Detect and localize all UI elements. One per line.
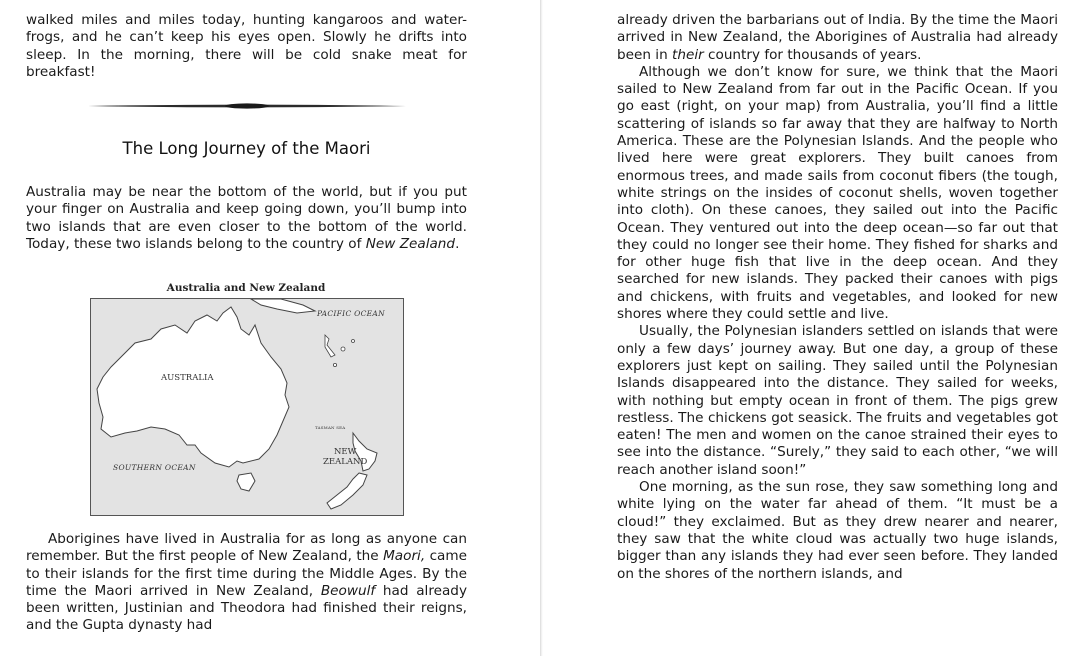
paragraph-continuation — [26, 12, 467, 81]
tasmania-island — [237, 473, 255, 491]
emphasis-their: their — [672, 46, 704, 63]
paragraph-maori — [26, 531, 467, 635]
left-text-top — [26, 12, 467, 81]
paragraph-text: came to their islands for the first time during the Middle Ages. By the time the Maori arrived in New Zealand, — [26, 548, 467, 599]
map-graphic — [91, 299, 403, 515]
new-zealand-south-island — [327, 473, 367, 509]
paragraph-text: walked miles and miles today, hunting kangaroos and water-frogs, and he can’t keep his eyes open. Slowly he drifts into sleep. In the morning, there will be cold snake meat for breakfast! — [26, 12, 467, 80]
emphasis-new-zealand: New Zealand — [365, 235, 456, 252]
paragraph-text: Aborigines have lived in Australia for as long as anyone can remember. But the first people of New Zealand, the — [26, 531, 467, 565]
label-australia: AUSTRALIA — [161, 373, 214, 383]
label-pacific-ocean: PACIFIC OCEAN — [317, 309, 386, 318]
pacific-island — [325, 335, 335, 357]
paragraph-text: . — [455, 235, 460, 252]
paragraph-text: had already been written, Justinian and Theodora had finished their reigns, and the Gupta dynasty had — [26, 582, 467, 634]
paragraph-journey: Usually, the Polynesian islanders settled on islands that were only a few days’ journey away. But one day, a group of these explorers just kept on sailing. They sailed until the Polynesian Islands disappeared into the distance. They sailed for weeks, with nothing but empty ocean in front of them. The pigs grew restless. The chickens got seasick. The fruits and vegetables got eaten! The men and women on the canoe strained their eyes to see into the distance. “Surely,” they said to each other, “we will reach another island soon!” — [617, 323, 1058, 478]
left-text-bottom — [26, 531, 467, 635]
pacific-island — [333, 363, 336, 366]
paragraph-polynesians: Although we don’t know for sure, we think that the Maori sailed to New Zealand from far out in the Pacific Ocean. If you go east (right, on your map) from Australia, you’ll find a little scattering of islands so far away that they are halfway to North America. These are the Polynesian Islands. And the people who lived here were great explorers. They built canoes from enormous trees, and made sails from coconut fibers (the tough, white strings on the insides of coconut shells, woven together into cloth). On these canoes, they sailed out into the Pacific Ocean. They ventured out into the deep ocean—so far out that they could no longer see their home. They fished for sharks and for other huge fish that live in the deep ocean. And they searched for new islands. They packed their canoes with pigs and chickens, with fruits and vegetables, and looked for new shores where they could settle and live. — [617, 63, 1058, 323]
section-heading: The Long Journey of the Maori — [122, 139, 371, 158]
pacific-island — [352, 340, 355, 343]
section-divider — [88, 102, 406, 110]
label-southern-ocean: SOUTHERN OCEAN — [113, 463, 196, 472]
pacific-island — [341, 347, 345, 351]
label-new-zealand-line2: ZEALAND — [323, 457, 368, 467]
paragraph-continuation — [617, 12, 1058, 64]
paragraph-text: Australia may be near the bottom of the world, but if you put your finger on Australia and keep going down, you’ll bump into two islands that are even closer to the bottom of the world. Today, these two islands belong to the country of — [26, 184, 467, 252]
emphasis-beowulf: Beowulf — [320, 582, 376, 599]
right-page — [543, 0, 1080, 656]
left-text-mid — [26, 184, 467, 253]
map-figure — [90, 298, 404, 516]
new-guinea-edge — [251, 299, 315, 313]
paragraph-text: already driven the barbarians out of India. By the time the Maori arrived in New Zealand, the Aborigines of Australia had already been in — [617, 12, 1058, 63]
label-new-zealand-line1: NEW — [333, 447, 357, 457]
map-title: Australia and New Zealand — [166, 282, 326, 294]
right-text — [617, 12, 1058, 583]
australia-landmass — [97, 307, 289, 467]
label-tasman-sea: TASMAN SEA — [315, 425, 346, 430]
paragraph-discovery: One morning, as the sun rose, they saw something long and white lying on the water far ahead of them. “It must be a cloud!” they exclaimed. But as they drew nearer and nearer, they saw that the white cloud was actually two huge islands, bigger than any islands they had ever seen before. They landed on the shores of the northern islands, and — [617, 479, 1058, 582]
paragraph-text: country for thousands of years. — [703, 46, 922, 63]
label-new-zealand — [323, 447, 367, 467]
paragraph-intro — [26, 184, 467, 253]
emphasis-maori: Maori, — [383, 548, 426, 565]
